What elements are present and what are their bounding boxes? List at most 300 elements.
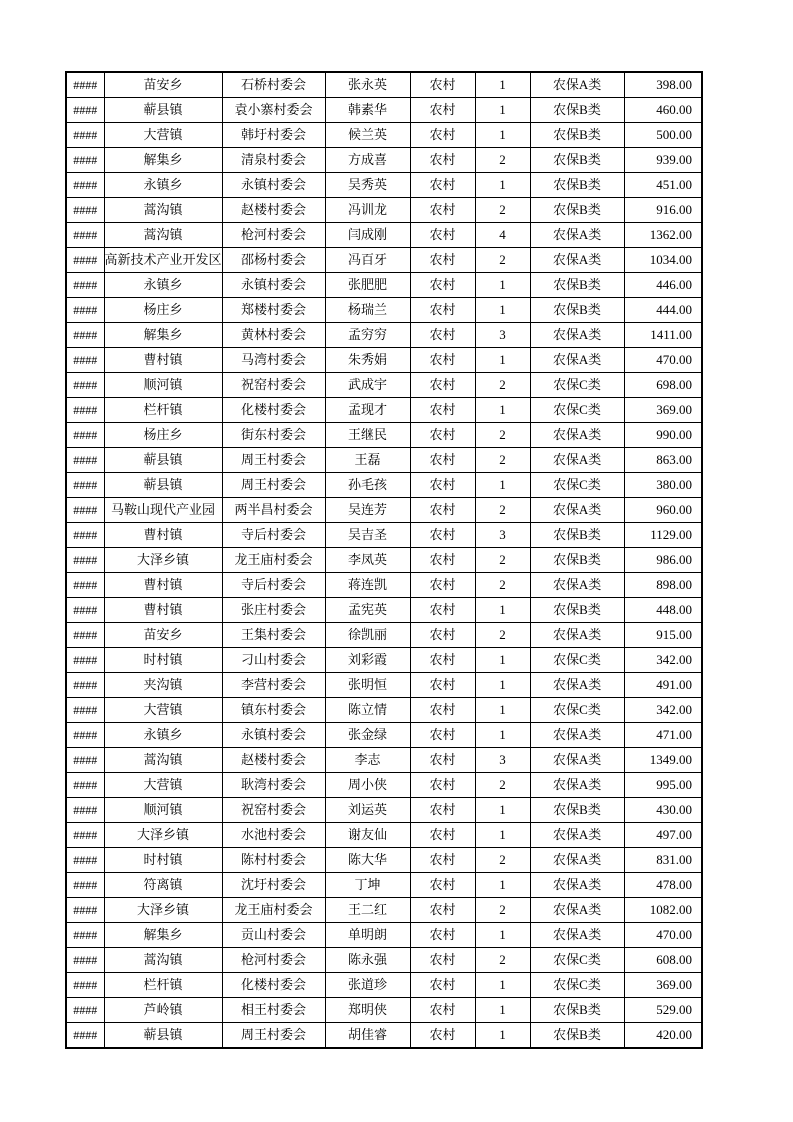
row-id-cell: #### — [66, 848, 104, 873]
table-row — [66, 398, 702, 423]
person-name-cell: 候兰英 — [325, 123, 410, 148]
amount-cell: 831.00 — [624, 848, 702, 873]
residence-type-cell: 农村 — [410, 923, 475, 948]
town-cell: 蒿沟镇 — [104, 198, 222, 223]
table-row — [66, 748, 702, 773]
residence-type-cell: 农村 — [410, 148, 475, 173]
insurance-category-cell: 农保B类 — [530, 1023, 624, 1049]
person-count-cell: 1 — [475, 798, 530, 823]
person-count-cell: 1 — [475, 72, 530, 98]
table-row — [66, 98, 702, 123]
town-cell: 马鞍山现代产业园 — [104, 498, 222, 523]
person-name-cell: 陈永强 — [325, 948, 410, 973]
town-cell: 大营镇 — [104, 123, 222, 148]
amount-cell: 1349.00 — [624, 748, 702, 773]
amount-cell: 478.00 — [624, 873, 702, 898]
person-count-cell: 2 — [475, 373, 530, 398]
amount-cell: 529.00 — [624, 998, 702, 1023]
residence-type-cell: 农村 — [410, 373, 475, 398]
person-name-cell: 吴连芳 — [325, 498, 410, 523]
person-count-cell: 1 — [475, 723, 530, 748]
row-id-cell: #### — [66, 498, 104, 523]
village-committee-cell: 周王村委会 — [222, 473, 325, 498]
residence-type-cell: 农村 — [410, 248, 475, 273]
person-count-cell: 3 — [475, 748, 530, 773]
person-count-cell: 2 — [475, 623, 530, 648]
village-committee-cell: 化楼村委会 — [222, 398, 325, 423]
person-name-cell: 张金绿 — [325, 723, 410, 748]
amount-cell: 380.00 — [624, 473, 702, 498]
person-count-cell: 1 — [475, 398, 530, 423]
person-count-cell: 2 — [475, 548, 530, 573]
insurance-category-cell: 农保A类 — [530, 923, 624, 948]
amount-cell: 1082.00 — [624, 898, 702, 923]
amount-cell: 995.00 — [624, 773, 702, 798]
town-cell: 永镇乡 — [104, 173, 222, 198]
insurance-category-cell: 农保C类 — [530, 948, 624, 973]
row-id-cell: #### — [66, 273, 104, 298]
row-id-cell: #### — [66, 598, 104, 623]
row-id-cell: #### — [66, 873, 104, 898]
person-count-cell: 3 — [475, 323, 530, 348]
person-name-cell: 张永英 — [325, 72, 410, 98]
table-row — [66, 823, 702, 848]
person-name-cell: 孟现才 — [325, 398, 410, 423]
person-count-cell: 2 — [475, 248, 530, 273]
table-row — [66, 498, 702, 523]
village-committee-cell: 永镇村委会 — [222, 273, 325, 298]
person-name-cell: 孟穷穷 — [325, 323, 410, 348]
town-cell: 苗安乡 — [104, 72, 222, 98]
table-row — [66, 323, 702, 348]
town-cell: 蕲县镇 — [104, 448, 222, 473]
amount-cell: 608.00 — [624, 948, 702, 973]
person-count-cell: 2 — [475, 498, 530, 523]
person-name-cell: 周小侠 — [325, 773, 410, 798]
residence-type-cell: 农村 — [410, 298, 475, 323]
table-row — [66, 198, 702, 223]
person-count-cell: 2 — [475, 423, 530, 448]
person-count-cell: 1 — [475, 998, 530, 1023]
amount-cell: 960.00 — [624, 498, 702, 523]
person-count-cell: 2 — [475, 198, 530, 223]
table-row — [66, 123, 702, 148]
village-committee-cell: 祝窑村委会 — [222, 373, 325, 398]
village-committee-cell: 水池村委会 — [222, 823, 325, 848]
residence-type-cell: 农村 — [410, 648, 475, 673]
insurance-category-cell: 农保C类 — [530, 648, 624, 673]
table-row — [66, 548, 702, 573]
insurance-records-table — [65, 71, 703, 1049]
town-cell: 大营镇 — [104, 773, 222, 798]
person-name-cell: 陈大华 — [325, 848, 410, 873]
insurance-category-cell: 农保C类 — [530, 373, 624, 398]
table-row — [66, 573, 702, 598]
amount-cell: 491.00 — [624, 673, 702, 698]
person-name-cell: 徐凯丽 — [325, 623, 410, 648]
insurance-category-cell: 农保A类 — [530, 898, 624, 923]
person-count-cell: 2 — [475, 898, 530, 923]
table-row — [66, 798, 702, 823]
person-name-cell: 谢友仙 — [325, 823, 410, 848]
table-row — [66, 598, 702, 623]
village-committee-cell: 周王村委会 — [222, 1023, 325, 1049]
amount-cell: 698.00 — [624, 373, 702, 398]
insurance-category-cell: 农保C类 — [530, 398, 624, 423]
residence-type-cell: 农村 — [410, 548, 475, 573]
table-row — [66, 148, 702, 173]
residence-type-cell: 农村 — [410, 523, 475, 548]
table-row — [66, 273, 702, 298]
amount-cell: 446.00 — [624, 273, 702, 298]
row-id-cell: #### — [66, 573, 104, 598]
table-row — [66, 998, 702, 1023]
person-name-cell: 韩素华 — [325, 98, 410, 123]
person-count-cell: 2 — [475, 573, 530, 598]
insurance-category-cell: 农保A类 — [530, 673, 624, 698]
village-committee-cell: 街东村委会 — [222, 423, 325, 448]
table-row — [66, 848, 702, 873]
town-cell: 解集乡 — [104, 323, 222, 348]
person-count-cell: 1 — [475, 923, 530, 948]
residence-type-cell: 农村 — [410, 823, 475, 848]
insurance-category-cell: 农保B类 — [530, 198, 624, 223]
person-count-cell: 3 — [475, 523, 530, 548]
insurance-category-cell: 农保B类 — [530, 98, 624, 123]
village-committee-cell: 马湾村委会 — [222, 348, 325, 373]
person-name-cell: 武成宇 — [325, 373, 410, 398]
table-row — [66, 248, 702, 273]
village-committee-cell: 寺后村委会 — [222, 573, 325, 598]
amount-cell: 430.00 — [624, 798, 702, 823]
residence-type-cell: 农村 — [410, 273, 475, 298]
residence-type-cell: 农村 — [410, 198, 475, 223]
insurance-category-cell: 农保A类 — [530, 573, 624, 598]
residence-type-cell: 农村 — [410, 598, 475, 623]
row-id-cell: #### — [66, 523, 104, 548]
table-row — [66, 723, 702, 748]
row-id-cell: #### — [66, 673, 104, 698]
row-id-cell: #### — [66, 148, 104, 173]
village-committee-cell: 镇东村委会 — [222, 698, 325, 723]
row-id-cell: #### — [66, 98, 104, 123]
residence-type-cell: 农村 — [410, 723, 475, 748]
row-id-cell: #### — [66, 998, 104, 1023]
table-body — [66, 72, 702, 1048]
amount-cell: 497.00 — [624, 823, 702, 848]
row-id-cell: #### — [66, 373, 104, 398]
town-cell: 大泽乡镇 — [104, 823, 222, 848]
row-id-cell: #### — [66, 448, 104, 473]
person-name-cell: 冯百牙 — [325, 248, 410, 273]
amount-cell: 444.00 — [624, 298, 702, 323]
residence-type-cell: 农村 — [410, 72, 475, 98]
village-committee-cell: 两半昌村委会 — [222, 498, 325, 523]
insurance-category-cell: 农保A类 — [530, 323, 624, 348]
person-name-cell: 张明恒 — [325, 673, 410, 698]
insurance-category-cell: 农保A类 — [530, 773, 624, 798]
amount-cell: 342.00 — [624, 648, 702, 673]
person-name-cell: 王继民 — [325, 423, 410, 448]
row-id-cell: #### — [66, 173, 104, 198]
village-committee-cell: 黄林村委会 — [222, 323, 325, 348]
insurance-category-cell: 农保A类 — [530, 223, 624, 248]
table-row — [66, 348, 702, 373]
town-cell: 顺河镇 — [104, 798, 222, 823]
amount-cell: 369.00 — [624, 973, 702, 998]
town-cell: 曹村镇 — [104, 348, 222, 373]
table-row — [66, 923, 702, 948]
residence-type-cell: 农村 — [410, 773, 475, 798]
person-count-cell: 1 — [475, 173, 530, 198]
row-id-cell: #### — [66, 223, 104, 248]
row-id-cell: #### — [66, 823, 104, 848]
insurance-category-cell: 农保A类 — [530, 348, 624, 373]
row-id-cell: #### — [66, 72, 104, 98]
insurance-category-cell: 农保B类 — [530, 273, 624, 298]
table-row — [66, 223, 702, 248]
amount-cell: 369.00 — [624, 398, 702, 423]
insurance-category-cell: 农保B类 — [530, 298, 624, 323]
amount-cell: 1411.00 — [624, 323, 702, 348]
village-committee-cell: 李营村委会 — [222, 673, 325, 698]
row-id-cell: #### — [66, 248, 104, 273]
person-name-cell: 张道珍 — [325, 973, 410, 998]
table-row — [66, 423, 702, 448]
row-id-cell: #### — [66, 398, 104, 423]
person-name-cell: 李志 — [325, 748, 410, 773]
village-committee-cell: 化楼村委会 — [222, 973, 325, 998]
amount-cell: 342.00 — [624, 698, 702, 723]
insurance-category-cell: 农保C类 — [530, 698, 624, 723]
village-committee-cell: 韩圩村委会 — [222, 123, 325, 148]
village-committee-cell: 张庄村委会 — [222, 598, 325, 623]
town-cell: 大营镇 — [104, 698, 222, 723]
village-committee-cell: 清泉村委会 — [222, 148, 325, 173]
town-cell: 符离镇 — [104, 873, 222, 898]
row-id-cell: #### — [66, 123, 104, 148]
insurance-category-cell: 农保A类 — [530, 498, 624, 523]
person-count-cell: 1 — [475, 873, 530, 898]
residence-type-cell: 农村 — [410, 448, 475, 473]
amount-cell: 898.00 — [624, 573, 702, 598]
table-row — [66, 948, 702, 973]
person-name-cell: 郑明侠 — [325, 998, 410, 1023]
person-name-cell: 朱秀娟 — [325, 348, 410, 373]
residence-type-cell: 农村 — [410, 898, 475, 923]
insurance-category-cell: 农保B类 — [530, 173, 624, 198]
town-cell: 栏杆镇 — [104, 973, 222, 998]
row-id-cell: #### — [66, 748, 104, 773]
amount-cell: 939.00 — [624, 148, 702, 173]
residence-type-cell: 农村 — [410, 873, 475, 898]
insurance-category-cell: 农保A类 — [530, 623, 624, 648]
village-committee-cell: 永镇村委会 — [222, 173, 325, 198]
village-committee-cell: 沈圩村委会 — [222, 873, 325, 898]
person-count-cell: 2 — [475, 948, 530, 973]
insurance-category-cell: 农保B类 — [530, 148, 624, 173]
row-id-cell: #### — [66, 1023, 104, 1049]
person-count-cell: 2 — [475, 148, 530, 173]
town-cell: 解集乡 — [104, 923, 222, 948]
person-name-cell: 吴秀英 — [325, 173, 410, 198]
village-committee-cell: 王集村委会 — [222, 623, 325, 648]
town-cell: 高新技术产业开发区 — [104, 248, 222, 273]
residence-type-cell: 农村 — [410, 748, 475, 773]
amount-cell: 915.00 — [624, 623, 702, 648]
person-count-cell: 1 — [475, 123, 530, 148]
row-id-cell: #### — [66, 473, 104, 498]
village-committee-cell: 祝窑村委会 — [222, 798, 325, 823]
row-id-cell: #### — [66, 798, 104, 823]
insurance-category-cell: 农保B类 — [530, 998, 624, 1023]
person-name-cell: 单明朗 — [325, 923, 410, 948]
person-name-cell: 刘运英 — [325, 798, 410, 823]
insurance-category-cell: 农保A类 — [530, 248, 624, 273]
person-count-cell: 2 — [475, 848, 530, 873]
person-name-cell: 陈立情 — [325, 698, 410, 723]
person-name-cell: 杨瑞兰 — [325, 298, 410, 323]
person-count-cell: 2 — [475, 448, 530, 473]
town-cell: 时村镇 — [104, 848, 222, 873]
village-committee-cell: 枪河村委会 — [222, 223, 325, 248]
insurance-category-cell: 农保C类 — [530, 973, 624, 998]
row-id-cell: #### — [66, 198, 104, 223]
row-id-cell: #### — [66, 548, 104, 573]
town-cell: 杨庄乡 — [104, 298, 222, 323]
village-committee-cell: 石桥村委会 — [222, 72, 325, 98]
table-row — [66, 773, 702, 798]
table-row — [66, 448, 702, 473]
person-count-cell: 1 — [475, 823, 530, 848]
residence-type-cell: 农村 — [410, 98, 475, 123]
insurance-category-cell: 农保B类 — [530, 523, 624, 548]
person-count-cell: 1 — [475, 973, 530, 998]
village-committee-cell: 刁山村委会 — [222, 648, 325, 673]
person-count-cell: 1 — [475, 1023, 530, 1049]
town-cell: 永镇乡 — [104, 273, 222, 298]
person-name-cell: 冯训龙 — [325, 198, 410, 223]
town-cell: 夹沟镇 — [104, 673, 222, 698]
residence-type-cell: 农村 — [410, 573, 475, 598]
residence-type-cell: 农村 — [410, 798, 475, 823]
table-row — [66, 373, 702, 398]
village-committee-cell: 永镇村委会 — [222, 723, 325, 748]
person-name-cell: 孟宪英 — [325, 598, 410, 623]
village-committee-cell: 陈村村委会 — [222, 848, 325, 873]
person-count-cell: 1 — [475, 273, 530, 298]
table-row — [66, 623, 702, 648]
town-cell: 杨庄乡 — [104, 423, 222, 448]
insurance-category-cell: 农保A类 — [530, 748, 624, 773]
insurance-category-cell: 农保B类 — [530, 123, 624, 148]
residence-type-cell: 农村 — [410, 173, 475, 198]
amount-cell: 1129.00 — [624, 523, 702, 548]
table-row — [66, 1023, 702, 1049]
village-committee-cell: 郑楼村委会 — [222, 298, 325, 323]
row-id-cell: #### — [66, 323, 104, 348]
person-count-cell: 1 — [475, 673, 530, 698]
table-row — [66, 473, 702, 498]
village-committee-cell: 赵楼村委会 — [222, 748, 325, 773]
amount-cell: 471.00 — [624, 723, 702, 748]
town-cell: 苗安乡 — [104, 623, 222, 648]
table-row — [66, 898, 702, 923]
person-name-cell: 李凤英 — [325, 548, 410, 573]
row-id-cell: #### — [66, 423, 104, 448]
town-cell: 顺河镇 — [104, 373, 222, 398]
residence-type-cell: 农村 — [410, 498, 475, 523]
amount-cell: 398.00 — [624, 72, 702, 98]
town-cell: 大泽乡镇 — [104, 898, 222, 923]
town-cell: 曹村镇 — [104, 573, 222, 598]
amount-cell: 451.00 — [624, 173, 702, 198]
amount-cell: 470.00 — [624, 923, 702, 948]
town-cell: 蒿沟镇 — [104, 748, 222, 773]
person-name-cell: 王二红 — [325, 898, 410, 923]
person-count-cell: 1 — [475, 598, 530, 623]
town-cell: 曹村镇 — [104, 598, 222, 623]
person-count-cell: 1 — [475, 348, 530, 373]
town-cell: 栏杆镇 — [104, 398, 222, 423]
row-id-cell: #### — [66, 698, 104, 723]
table-row — [66, 698, 702, 723]
row-id-cell: #### — [66, 723, 104, 748]
village-committee-cell: 赵楼村委会 — [222, 198, 325, 223]
village-committee-cell: 龙王庙村委会 — [222, 898, 325, 923]
amount-cell: 500.00 — [624, 123, 702, 148]
insurance-category-cell: 农保A类 — [530, 723, 624, 748]
table-row — [66, 673, 702, 698]
town-cell: 蕲县镇 — [104, 473, 222, 498]
amount-cell: 863.00 — [624, 448, 702, 473]
town-cell: 芦岭镇 — [104, 998, 222, 1023]
row-id-cell: #### — [66, 948, 104, 973]
insurance-category-cell: 农保A类 — [530, 72, 624, 98]
village-committee-cell: 相王村委会 — [222, 998, 325, 1023]
amount-cell: 1362.00 — [624, 223, 702, 248]
person-name-cell: 蒋连凯 — [325, 573, 410, 598]
residence-type-cell: 农村 — [410, 948, 475, 973]
village-committee-cell: 枪河村委会 — [222, 948, 325, 973]
amount-cell: 420.00 — [624, 1023, 702, 1049]
village-committee-cell: 耿湾村委会 — [222, 773, 325, 798]
town-cell: 大泽乡镇 — [104, 548, 222, 573]
residence-type-cell: 农村 — [410, 473, 475, 498]
town-cell: 蒿沟镇 — [104, 223, 222, 248]
row-id-cell: #### — [66, 298, 104, 323]
village-committee-cell: 周王村委会 — [222, 448, 325, 473]
row-id-cell: #### — [66, 648, 104, 673]
person-name-cell: 吴吉圣 — [325, 523, 410, 548]
town-cell: 蕲县镇 — [104, 98, 222, 123]
person-name-cell: 刘彩霞 — [325, 648, 410, 673]
person-count-cell: 1 — [475, 698, 530, 723]
insurance-category-cell: 农保A类 — [530, 848, 624, 873]
person-count-cell: 1 — [475, 648, 530, 673]
town-cell: 曹村镇 — [104, 523, 222, 548]
amount-cell: 916.00 — [624, 198, 702, 223]
residence-type-cell: 农村 — [410, 698, 475, 723]
village-committee-cell: 寺后村委会 — [222, 523, 325, 548]
residence-type-cell: 农村 — [410, 973, 475, 998]
table-row — [66, 72, 702, 98]
person-name-cell: 方成喜 — [325, 148, 410, 173]
person-name-cell: 胡佳睿 — [325, 1023, 410, 1049]
amount-cell: 990.00 — [624, 423, 702, 448]
residence-type-cell: 农村 — [410, 323, 475, 348]
village-committee-cell: 袁小寨村委会 — [222, 98, 325, 123]
